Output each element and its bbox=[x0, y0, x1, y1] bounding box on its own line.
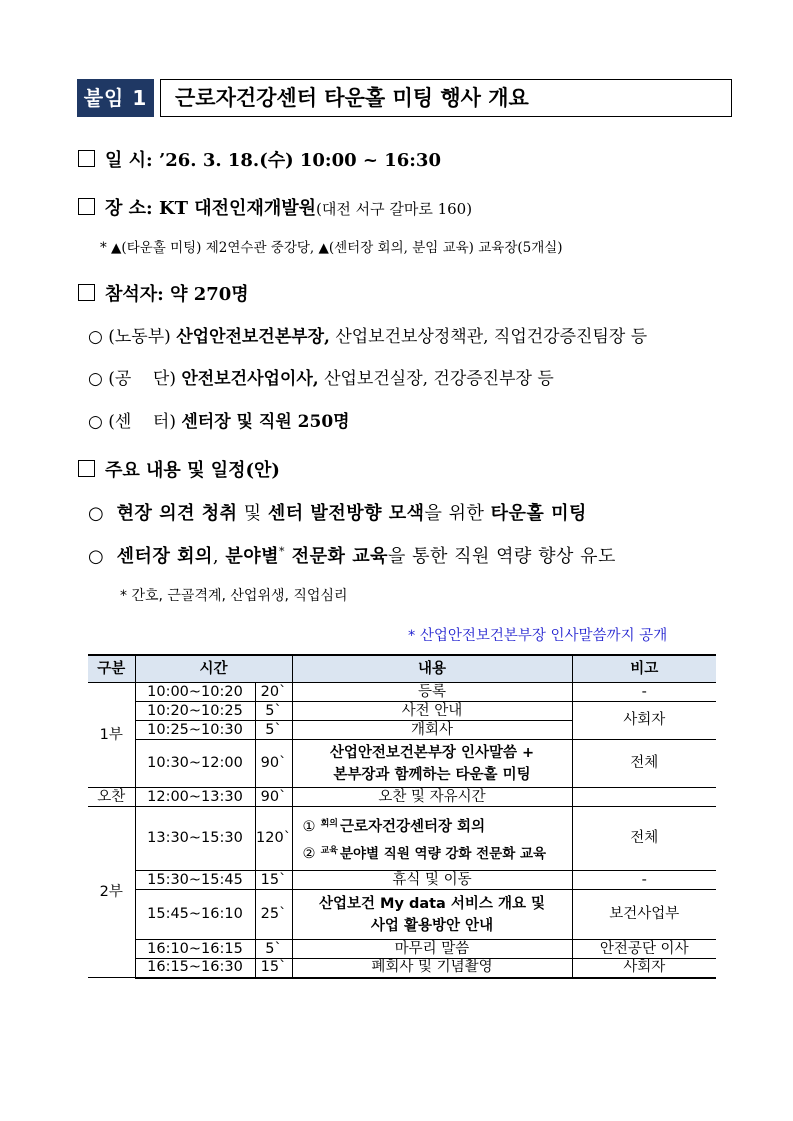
checkbox-square-icon bbox=[78, 284, 95, 301]
content-note: * 간호, 근골격계, 산업위생, 직업심리 bbox=[120, 588, 348, 604]
table-row bbox=[88, 890, 716, 940]
bullet-bold: 타운홀 미팅 bbox=[490, 503, 587, 524]
checkbox-square-icon bbox=[78, 198, 95, 215]
attendee-main: 산업안전보건본부장, bbox=[176, 327, 330, 347]
table-row bbox=[88, 740, 716, 788]
content-cell: 휴식 및 이동 bbox=[292, 871, 572, 890]
remarks-cell: - bbox=[572, 683, 716, 702]
duration-cell: 5` bbox=[255, 940, 292, 959]
content-cell bbox=[292, 807, 572, 871]
content-cell bbox=[292, 890, 572, 940]
attendee-item bbox=[88, 364, 554, 389]
attendee-org: ○ (노동부) bbox=[88, 327, 171, 347]
table-row bbox=[88, 788, 716, 807]
remarks-cell: - bbox=[572, 871, 716, 890]
place-label: 장 소: bbox=[105, 198, 153, 219]
date-section bbox=[78, 146, 441, 172]
page-title: 근로자건강센터 타운홀 미팅 행사 개요 bbox=[160, 79, 732, 117]
remarks-cell bbox=[572, 788, 716, 807]
content-line bbox=[303, 839, 572, 866]
checkbox-square-icon bbox=[78, 150, 95, 167]
attendee-main: 안전보건사업이사, bbox=[181, 369, 319, 389]
time-cell: 16:10~16:15 bbox=[135, 940, 255, 959]
header-content: 내용 bbox=[292, 655, 572, 683]
table-header-row bbox=[88, 655, 716, 683]
attachment-tag: 붙임 1 bbox=[77, 79, 154, 117]
table-row bbox=[88, 702, 716, 721]
table-row bbox=[88, 871, 716, 890]
remarks-cell: 사회자 bbox=[572, 702, 716, 740]
circled-number: ② bbox=[302, 845, 316, 862]
bullet-bold: 센터 발전방향 모색 bbox=[267, 503, 425, 524]
bullet-text: 및 bbox=[237, 503, 268, 524]
content-bullet-1 bbox=[88, 499, 587, 525]
part-cell: 2부 bbox=[88, 807, 135, 978]
attendee-item bbox=[88, 407, 350, 432]
attendee-main: 센터장 및 직원 250명 bbox=[181, 412, 350, 432]
content-cell: 마무리 말씀 bbox=[292, 940, 572, 959]
time-cell: 10:00~10:20 bbox=[135, 683, 255, 702]
content-bullet-2 bbox=[88, 542, 616, 568]
attendee-org: ○ (공 단) bbox=[88, 369, 176, 389]
content-line: 사업 활용방안 안내 bbox=[370, 917, 494, 934]
header-division: 구분 bbox=[88, 655, 135, 683]
attendee-org: ○ (센 터) bbox=[88, 412, 176, 432]
duration-cell: 15` bbox=[255, 959, 292, 978]
time-cell: 10:25~10:30 bbox=[135, 721, 255, 740]
duration-cell: 15` bbox=[255, 871, 292, 890]
time-cell: 15:45~16:10 bbox=[135, 890, 255, 940]
public-note: * 산업안전보건본부장 인사말씀까지 공개 bbox=[408, 628, 668, 644]
time-cell: 16:15~16:30 bbox=[135, 959, 255, 978]
content-cell bbox=[292, 740, 572, 788]
content-superscript: 회의 bbox=[320, 818, 338, 829]
attendee-item bbox=[88, 322, 647, 347]
attendee-rest: 산업보건보상정책관, 직업건강증진팀장 등 bbox=[335, 327, 648, 347]
header-time: 시간 bbox=[135, 655, 292, 683]
time-cell: 13:30~15:30 bbox=[135, 807, 255, 871]
bullet-text: , bbox=[212, 546, 226, 567]
table-row bbox=[88, 807, 716, 871]
time-cell: 10:30~12:00 bbox=[135, 740, 255, 788]
content-superscript: 교육 bbox=[320, 845, 338, 856]
bullet-text: 을 통한 직원 역량 향상 유도 bbox=[388, 546, 616, 567]
content-label: 주요 내용 및 일정(안) bbox=[105, 460, 280, 481]
content-section bbox=[78, 456, 280, 482]
table-row bbox=[88, 683, 716, 702]
part-cell: 오찬 bbox=[88, 788, 135, 807]
date-value: ’26. 3. 18.(수) 10:00 ~ 16:30 bbox=[158, 150, 441, 171]
part-cell: 1부 bbox=[88, 683, 135, 788]
duration-cell: 90` bbox=[255, 740, 292, 788]
content-cell: 사전 안내 bbox=[292, 702, 572, 721]
bullet-bold: 현장 의견 청취 bbox=[116, 503, 238, 524]
content-line: 산업보건 My data 서비스 개요 및 bbox=[318, 895, 546, 912]
duration-cell: 90` bbox=[255, 788, 292, 807]
content-cell: 등록 bbox=[292, 683, 572, 702]
time-cell: 10:20~10:25 bbox=[135, 702, 255, 721]
content-line: 본부장과 함께하는 타운홀 미팅 bbox=[333, 766, 531, 783]
place-note: * ▲(타운홀 미팅) 제2연수관 중강당, ▲(센터장 회의, 분임 교육) 교육장(5개실) bbox=[100, 240, 563, 256]
remarks-cell: 안전공단 이사 bbox=[572, 940, 716, 959]
place-value: KT 대전인재개발원 bbox=[158, 198, 316, 219]
place-address: (대전 서구 갈마로 160) bbox=[316, 200, 473, 218]
bullet-mark: ○ bbox=[88, 503, 105, 524]
attendees-section bbox=[78, 280, 249, 306]
attendees-label: 참석자: 약 270명 bbox=[105, 284, 249, 305]
schedule-table bbox=[88, 654, 716, 979]
table-row bbox=[88, 940, 716, 959]
content-line bbox=[303, 812, 572, 839]
time-cell: 12:00~13:30 bbox=[135, 788, 255, 807]
content-cell: 오찬 및 자유시간 bbox=[292, 788, 572, 807]
duration-cell: 20` bbox=[255, 683, 292, 702]
bullet-bold: 전문화 교육 bbox=[285, 546, 388, 567]
content-cell: 폐회사 및 기념촬영 bbox=[292, 959, 572, 978]
time-cell: 15:30~15:45 bbox=[135, 871, 255, 890]
bullet-text: 을 위한 bbox=[424, 503, 491, 524]
circled-number: ① bbox=[302, 818, 316, 835]
bullet-bold: 분야별 bbox=[225, 546, 280, 567]
duration-cell: 120` bbox=[255, 807, 292, 871]
duration-cell: 25` bbox=[255, 890, 292, 940]
place-section bbox=[78, 194, 472, 220]
remarks-cell: 사회자 bbox=[572, 959, 716, 978]
header-remarks: 비고 bbox=[572, 655, 716, 683]
content-line: 산업안전보건본부장 인사말씀 + bbox=[329, 744, 535, 761]
remarks-cell: 전체 bbox=[572, 807, 716, 871]
duration-cell: 5` bbox=[255, 721, 292, 740]
date-label: 일 시: bbox=[105, 150, 153, 171]
table-row bbox=[88, 959, 716, 978]
remarks-cell: 전체 bbox=[572, 740, 716, 788]
bullet-mark: ○ bbox=[88, 546, 105, 567]
checkbox-square-icon bbox=[78, 460, 95, 477]
remarks-cell: 보건사업부 bbox=[572, 890, 716, 940]
attendee-rest: 산업보건실장, 건강증진부장 등 bbox=[324, 369, 554, 389]
duration-cell: 5` bbox=[255, 702, 292, 721]
content-text: 근로자건강센터장 회의 bbox=[339, 818, 486, 835]
content-cell: 개회사 bbox=[292, 721, 572, 740]
content-text: 분야별 직원 역량 강화 전문화 교육 bbox=[339, 845, 547, 862]
bullet-bold: 센터장 회의 bbox=[116, 546, 213, 567]
footnote-star: * bbox=[279, 545, 286, 558]
